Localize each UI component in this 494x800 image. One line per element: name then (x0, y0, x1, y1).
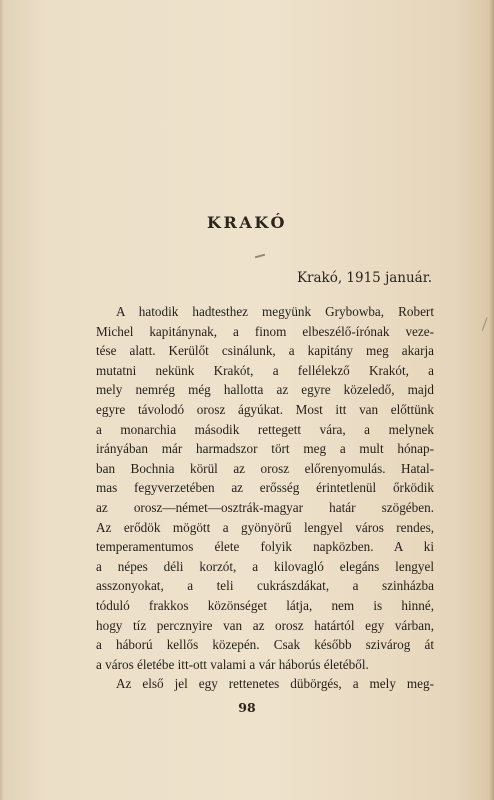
text-line: hogy tíz perczny​ire van az orosz határtól egy várban, (96, 617, 434, 633)
text-line: Az erődök mögött a gyönyörű lengyel város rendes, (96, 519, 434, 535)
text-line: asszonyokat, a teli cukrászdákat, a szinházba (96, 578, 434, 594)
text-line: temperamentumos élete folyik napközben. A ki (96, 539, 434, 555)
paragraph-2 (96, 674, 434, 694)
text-line: egyre távolodó orosz ágyúkat. Most itt van előttünk (96, 401, 434, 417)
text-line: a város életébe itt-ott valami a vár háborús életéből. (96, 656, 369, 672)
text-line: a monarchia második rettegett vára, a melynek (96, 421, 434, 437)
body-text (96, 302, 434, 694)
text-line: mely nemrég még hallotta az egyre közeledő, majd (96, 382, 434, 398)
paragraph-1 (96, 302, 434, 674)
text-line: Michel kapitánynak, a finom elbeszélő-írónak veze- (96, 323, 434, 339)
text-line: ban Bochnia körül az orosz előrenyomulás. Hatal- (96, 460, 434, 476)
text-line: mas fegyverzetében az erősség érintetlenül őrködik (96, 480, 434, 496)
text-line: az orosz—német—osztrák-magyar határ szögében. (96, 499, 434, 515)
ink-mark (255, 254, 265, 259)
text-line: a háború kellős közepén. Csak később szivárog át (96, 637, 434, 653)
page-left-shadow (0, 0, 4, 800)
page-right-shadow (489, 0, 494, 800)
text-line: Az első jel egy rettenetes dübörgés, a mely meg- (116, 676, 434, 692)
text-line: irányában már harmadszor tört meg a mult hónap- (96, 441, 434, 457)
text-line: mutatni nekünk Krakót, a fellélekző Krakót, a (96, 362, 434, 378)
text-line: tóduló frakkos közönséget látja, nem is hinné, (96, 597, 434, 613)
page-number: 98 (238, 700, 256, 715)
text-line: tése alatt. Kerülőt csinálunk, a kapitány meg akarja (96, 343, 434, 359)
dateline: Krakó, 1915 január. (296, 270, 432, 286)
text-line: a népes déli korzót, a kilovagló elegáns lengyel (96, 558, 434, 574)
chapter-title: KRAKÓ (206, 213, 288, 232)
text-line: A hatodik hadtesthez megyünk Grybowba, Robert (116, 304, 434, 319)
